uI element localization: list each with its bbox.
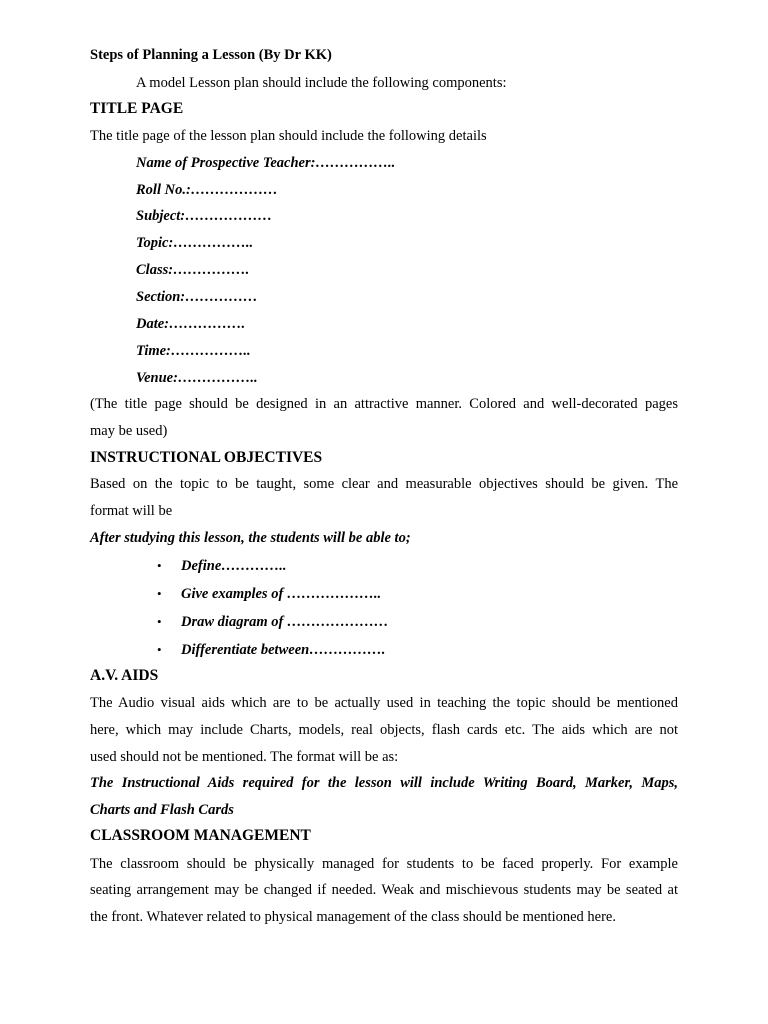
av-aids-text-line-2: here, which may include Charts, models, real objects, flash cards etc. The aids which are not bbox=[90, 722, 678, 738]
classroom-text-line-3: the front. Whatever related to physical management of the class should be mentioned here. bbox=[90, 909, 616, 925]
av-aids-emphasis-line-1: The Instructional Aids required for the lesson will include Writing Board, Marker, Maps, bbox=[90, 775, 678, 791]
bullet-icon: • bbox=[157, 642, 162, 657]
bullet-icon: • bbox=[157, 558, 162, 573]
field-topic: Topic:…………….. bbox=[136, 235, 254, 251]
field-section: Section:…………… bbox=[136, 289, 258, 305]
objective-diagram: Draw diagram of ………………… bbox=[181, 614, 389, 630]
av-aids-text-line-1: The Audio visual aids which are to be actually used in teaching the topic should be mentioned bbox=[90, 695, 678, 711]
intro-text: A model Lesson plan should include the following components: bbox=[136, 75, 507, 91]
field-teacher-name: Name of Prospective Teacher:…………….. bbox=[136, 155, 396, 171]
av-aids-emphasis-line-2: Charts and Flash Cards bbox=[90, 802, 234, 818]
bullet-icon: • bbox=[157, 586, 162, 601]
title-page-text: The title page of the lesson plan should include the following details bbox=[90, 128, 487, 144]
title-page-heading: TITLE PAGE bbox=[90, 100, 184, 117]
title-page-note-line-2: may be used) bbox=[90, 423, 168, 439]
field-subject: Subject:……………… bbox=[136, 208, 273, 224]
classroom-text-line-1: The classroom should be physically managed for students to be faced properly. For example bbox=[90, 856, 678, 872]
objectives-text-line-2: format will be bbox=[90, 503, 173, 519]
field-time: Time:…………….. bbox=[136, 343, 251, 359]
field-date: Date:……………. bbox=[136, 316, 246, 332]
objectives-lead: After studying this lesson, the students will be able to; bbox=[90, 530, 411, 546]
objectives-text-line-1: Based on the topic to be taught, some clear and measurable objectives should be given. The bbox=[90, 476, 678, 492]
objective-examples: Give examples of ……………….. bbox=[181, 586, 382, 602]
av-aids-heading: A.V. AIDS bbox=[90, 667, 159, 684]
classroom-text-line-2: seating arrangement may be changed if needed. Weak and mischievous students may be seated at bbox=[90, 882, 678, 898]
field-roll-no: Roll No.:……………… bbox=[136, 182, 278, 198]
title-page-note-line-1: (The title page should be designed in an attractive manner. Colored and well-decorated pages bbox=[90, 396, 678, 412]
objective-differentiate: Differentiate between……………. bbox=[181, 642, 386, 658]
bullet-icon: • bbox=[157, 614, 162, 629]
field-venue: Venue:…………….. bbox=[136, 370, 258, 386]
objectives-heading: INSTRUCTIONAL OBJECTIVES bbox=[90, 449, 323, 466]
objective-define: Define………….. bbox=[181, 558, 287, 574]
document-title: Steps of Planning a Lesson (By Dr KK) bbox=[90, 47, 332, 63]
av-aids-text-line-3: used should not be mentioned. The format will be as: bbox=[90, 749, 399, 765]
field-class: Class:……………. bbox=[136, 262, 250, 278]
classroom-heading: CLASSROOM MANAGEMENT bbox=[90, 827, 311, 844]
